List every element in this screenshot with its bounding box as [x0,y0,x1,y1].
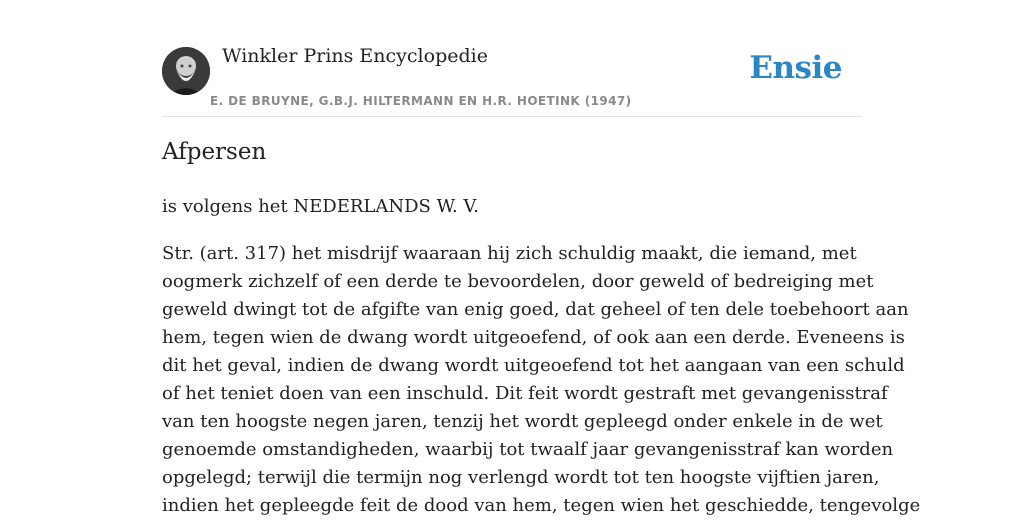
body-line: dit het geval, indien de dwang wordt uitgeoefend tot het aangaan van een schuld [162,355,905,376]
body-line: indien het gepleegde feit de dood van hem, tegen wien het geschiedde, tengevolge [162,495,921,516]
body-line: of het teniet doen van een inschuld. Dit feit wordt gestraft met gevangenisstraf [162,383,888,404]
article-lead: is volgens het NEDERLANDS W. V. [162,196,479,217]
body-line: oogmerk zichzelf of een derde te bevoordelen, door geweld of bedreiging met [162,271,874,292]
body-line: geweld dwingt tot de afgifte van enig goed, dat geheel of ten dele toebehoort aan [162,299,909,320]
page [162,0,921,516]
author-portrait-icon [162,47,210,95]
site-name[interactable]: Winkler Prins Encyclopedie [222,45,488,67]
portrait-image [162,47,210,95]
article-body [162,240,921,520]
article-title: Afpersen [162,139,267,165]
body-line: Str. (art. 317) het misdrijf waaraan hij zich schuldig maakt, die iemand, met [162,243,857,264]
body-line: van ten hoogste negen jaren, tenzij het wordt gepleegd onder enkele in de wet [162,411,883,432]
body-line: opgelegd; terwijl die termijn nog verlengd wordt tot ten hoogste vijftien jaren, [162,467,880,488]
body-line: genoemde omstandigheden, waarbij tot twaalf jaar gevangenisstraf kan worden [162,439,894,460]
site-header [162,0,862,117]
authors-credit: E. DE BRUYNE, G.B.J. HILTERMANN EN H.R. HOETINK (1947) [210,94,632,108]
ensie-logo-link[interactable]: Ensie [749,50,842,86]
body-line: hem, tegen wien de dwang wordt uitgeoefend, of ook aan een derde. Eveneens is [162,327,905,348]
